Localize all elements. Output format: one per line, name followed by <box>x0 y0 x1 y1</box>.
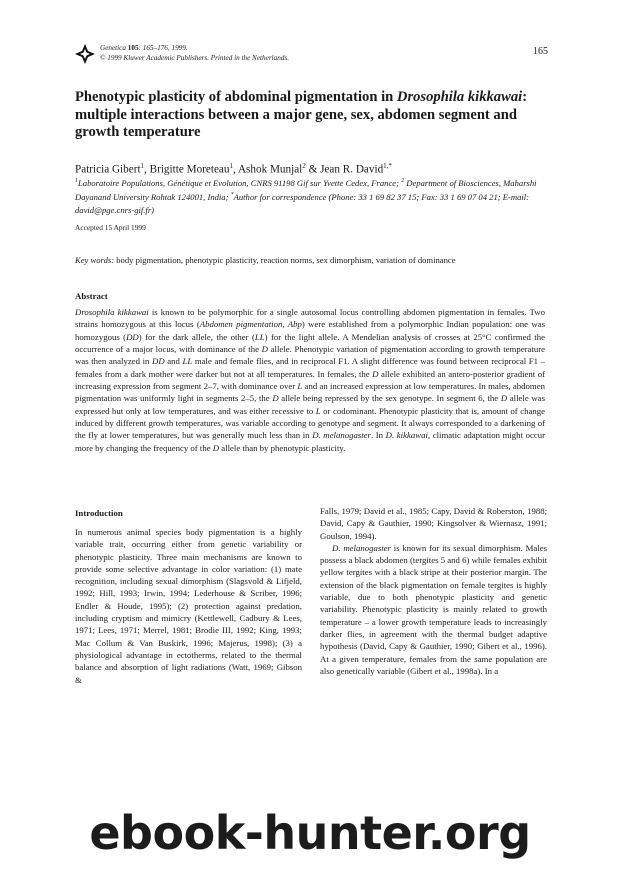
title-species: Drosophila kikkawai <box>396 89 523 105</box>
journal-pages: : 165–176, 1999. <box>138 44 188 52</box>
left-column <box>75 508 302 686</box>
accepted-date: Accepted 15 April 1999 <box>75 223 146 232</box>
page-number: 165 <box>533 46 548 57</box>
keywords-text: body pigmentation, phenotypic plasticity, reaction norms, sex dimorphism, variation of dominance <box>114 255 456 265</box>
keywords-label: Key words: <box>75 255 115 265</box>
author-list: Patricia Gibert$^1$, Brigitte Moreteau$^1$, Ashok Munjal$^2$ & Jean R. David$^{1,*}$ <box>75 162 392 176</box>
journal-name: Genetica <box>100 44 126 52</box>
species-name: D. melanogaster <box>332 542 391 553</box>
affiliations: $^1$Laboratoire Populations, Génétique et Evolution, CNRS 91198 Gif sur Yvette Cedex, France; $^2$ Department of Biosciences, Maharshi Dayanand University Rohtak 124001, India; *Author for correspondence (Phone: 33 1 69 82 37 15; Fax: 33 1 69 07 04 21; E-mail: david@pge.cnrs-gif.fr) <box>75 177 537 215</box>
abstract-heading: Abstract <box>75 291 108 301</box>
copyright-line: © 1999 Kluwer Academic Publishers. Printed in the Netherlands. <box>100 54 289 62</box>
introduction-heading: Introduction <box>75 508 123 518</box>
publisher-logo-icon <box>75 44 95 64</box>
intro-paragraph-1: In numerous animal species body pigmentation is a highly variable trait, occurring either from genetic variability or phenotypic plasticity. Three main mechanisms are known to provide some selective advantage in color variation: (1) mate recognition, including sexual dimorphism (Slagsvold & Lifjeld, 1992; Hill, 1993; Irwin, 1994; Lederhouse & Scriber, 1996; Endler & Houde, 1995); (2) protection against predation, including cryptism and mimicry (Kettlewell, Cadbury & Lees, 1971; Lees, 1971; Merrel, 1981; Brodie III, 1992; King, 1993; Mac Collum & Van Buskirk, 1996; Majerus, 1998); (3) a physiological advantage in ectotherms, related to the thermal balance and absorption of light radiations (Watt, 1969; Gibson & <box>75 527 302 685</box>
journal-citation <box>100 43 289 63</box>
paper-title: Phenotypic plasticity of abdominal pigmentation in Drosophila kikkawai: multiple interactions between a major gene, sex, abdomen segment and growth temperature <box>75 89 528 140</box>
watermark: ebook-hunter.org <box>89 806 531 860</box>
intro-paragraph-2: Falls, 1979; David et al., 1985; Capy, David & Roberston, 1988; David, Capy & Gauthier, 1990; Kingsolver & Wiernasz, 1991; Goulson, 1994). <box>320 506 547 541</box>
intro-paragraph-3: D. melanogaster is known for its sexual dimorphism. Males possess a black abdomen (tergites 5 and 6) while females exhibit yellow tergites with a black stripe at their posterior margin. The extension of the black pigmentation on female tergites is highly variable, due to both phenotypic plasticity and genetic variability. Phenotypic plasticity is mainly related to growth temperature – a lower growth temperature leads to increasingly darker flies, in agreement with the thermal budget adaptive hypothesis (David, Capy & Gauthier, 1990; Gibert et al., 1996). At a given temperature, females from the same population are also genetically variable (Gibert et al., 1998a). In a <box>320 542 548 676</box>
abstract-text: Drosophila kikkawai is known to be polymorphic for a single autosomal locus controlling abdomen pigmentation in females. Two strains homozygous at this locus (Abdomen pigmentation, Abp) were established from a polymorphic Indian population: one was homozygous (DD) for the dark allele, the other (LL) for the light allele. A Mendelian analysis of crosses at 25°C confirmed the occurrence of a major locus, with dominance of the D allele. Phenotypic variation of pigmentation according to growth temperature was then analyzed in DD and LL male and female flies, and in reciprocal F1. A slight difference was found between reciprocal F1 – females from a dark mother were darker but not at all temperatures. In females, the D allele exhibited an antero-posterior gradient of increasing expression from segment 2–7, with dominance over L and an increased expression at low temperatures. In males, abdomen pigmentation was uniformly light in segments 2–5, the D allele being repressed by the sex genotype. In segment 6, the D allele was expressed but only at low temperatures, and was either recessive to L or codominant. Phenotypic plasticity that is, amount of change induced by different growth temperatures, was variable according to genotype and segment. It always corresponded to a darkening of the fly at lower temperatures, but was generally much less than in D. melanogaster. In D. kikkawai, climatic adaptation might occur more by changing the frequency of the D allele than by phenotypic plasticity. <box>75 307 546 453</box>
journal-volume: 105 <box>127 44 139 52</box>
right-column <box>320 505 547 677</box>
keywords <box>75 255 545 266</box>
